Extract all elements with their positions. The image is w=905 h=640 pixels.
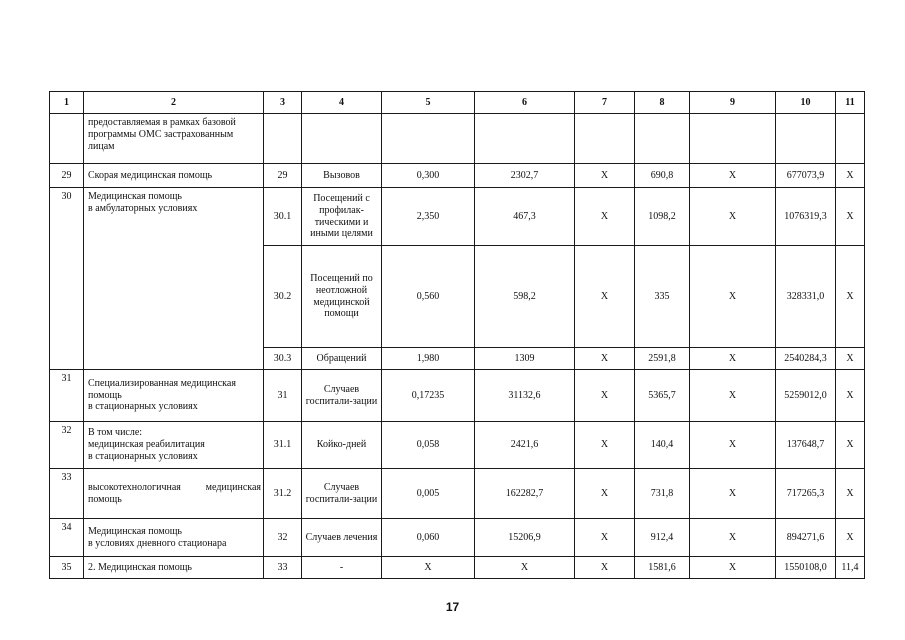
cell-col7: Х xyxy=(575,348,635,370)
row-code: 33 xyxy=(264,557,302,579)
row-unit: Посещений с профилак-тическими и иными целями xyxy=(302,188,382,246)
row-code: 30.1 xyxy=(264,188,302,246)
row-number: 31 xyxy=(50,370,84,422)
cell-col9: Х xyxy=(690,422,776,469)
cell-col11: Х xyxy=(836,370,865,422)
cell-col7: Х xyxy=(575,422,635,469)
row-name-line: в стационарных условиях xyxy=(88,401,198,413)
col-number-11: 11 xyxy=(836,92,865,114)
cell-col5: 0,005 xyxy=(382,469,475,519)
row-code: 31 xyxy=(264,370,302,422)
cell-col9: Х xyxy=(690,557,776,579)
cell-col11: Х xyxy=(836,188,865,246)
row-unit: Вызовов xyxy=(302,164,382,188)
cell-col7: Х xyxy=(575,519,635,557)
col-number-3: 3 xyxy=(264,92,302,114)
cell-col5: 2,350 xyxy=(382,188,475,246)
row-unit: Случаев госпитали-зации xyxy=(302,469,382,519)
row-number: 35 xyxy=(50,557,84,579)
col-number-4: 4 xyxy=(302,92,382,114)
cell-col9: Х xyxy=(690,469,776,519)
cell-col11: Х xyxy=(836,519,865,557)
cell-col5: Х xyxy=(382,557,475,579)
column-number-row xyxy=(50,92,865,114)
col-number-2: 2 xyxy=(84,92,264,114)
row-unit: - xyxy=(302,557,382,579)
row-number: 34 xyxy=(50,519,84,557)
cell-col7: Х xyxy=(575,246,635,348)
cell-col8: 5365,7 xyxy=(635,370,690,422)
cell-col5: 0,060 xyxy=(382,519,475,557)
tariff-table xyxy=(49,91,865,579)
cell-col9: Х xyxy=(690,519,776,557)
col-number-7: 7 xyxy=(575,92,635,114)
row-unit: Случаев лечения xyxy=(302,519,382,557)
cell-col7: Х xyxy=(575,557,635,579)
table-row-29 xyxy=(50,164,865,188)
cell-col10: 137648,7 xyxy=(776,422,836,469)
cell-col6: 2302,7 xyxy=(475,164,575,188)
row-name xyxy=(84,188,264,370)
table-row-continuation xyxy=(50,114,865,164)
cell-col10: 1550108,0 xyxy=(776,557,836,579)
cell-col8: 1581,6 xyxy=(635,557,690,579)
row-unit: Обращений xyxy=(302,348,382,370)
row-name xyxy=(84,422,264,469)
row-name: Скорая медицинская помощь xyxy=(84,164,264,188)
cell-col6: 31132,6 xyxy=(475,370,575,422)
table-row-34 xyxy=(50,519,865,557)
cell-col8: 335 xyxy=(635,246,690,348)
cell-col9: Х xyxy=(690,188,776,246)
continuation-name: предоставляемая в рамках базовой программы ОМС застрахованным лицам xyxy=(84,114,264,164)
row-name-line: в стационарных условиях xyxy=(88,450,198,462)
cell-col5: 1,980 xyxy=(382,348,475,370)
row-unit: Случаев госпитали-зации xyxy=(302,370,382,422)
table-row-33 xyxy=(50,469,865,519)
cell-col6: 15206,9 xyxy=(475,519,575,557)
row-unit: Койко-дней xyxy=(302,422,382,469)
cell-col9: Х xyxy=(690,246,776,348)
row-name-line: медицинская реабилитация xyxy=(88,439,205,451)
cell-col6: 467,3 xyxy=(475,188,575,246)
row-number: 33 xyxy=(50,469,84,519)
col-number-10: 10 xyxy=(776,92,836,114)
cell-col10: 677073,9 xyxy=(776,164,836,188)
col-number-5: 5 xyxy=(382,92,475,114)
col-number-8: 8 xyxy=(635,92,690,114)
cell-col10: 5259012,0 xyxy=(776,370,836,422)
cell-col10: 717265,3 xyxy=(776,469,836,519)
row-code: 32 xyxy=(264,519,302,557)
row-name xyxy=(84,519,264,557)
cell-col6: Х xyxy=(475,557,575,579)
cell-col9: Х xyxy=(690,370,776,422)
cell-col10: 2540284,3 xyxy=(776,348,836,370)
row-name-line: в амбулаторных условиях xyxy=(88,202,198,214)
cell-col5: 0,300 xyxy=(382,164,475,188)
table-row-31 xyxy=(50,370,865,422)
cell-col5: 0,17235 xyxy=(382,370,475,422)
cell-col5: 0,058 xyxy=(382,422,475,469)
cell-col11: Х xyxy=(836,348,865,370)
cell-col7: Х xyxy=(575,370,635,422)
cell-col8: 690,8 xyxy=(635,164,690,188)
row-name-line: Медицинская помощь xyxy=(88,525,182,537)
cell-col7: Х xyxy=(575,164,635,188)
row-name-line: Специализированная медицинская помощь xyxy=(88,377,236,401)
cell-col8: 140,4 xyxy=(635,422,690,469)
row-code: 30.2 xyxy=(264,246,302,348)
row-name-line: В том числе: xyxy=(88,427,143,439)
cell-col9: Х xyxy=(690,164,776,188)
col-number-6: 6 xyxy=(475,92,575,114)
cell-col10: 1076319,3 xyxy=(776,188,836,246)
row-number: 29 xyxy=(50,164,84,188)
row-code: 31.2 xyxy=(264,469,302,519)
cell-col11: Х xyxy=(836,422,865,469)
cell-col11: Х xyxy=(836,164,865,188)
cell-col7: Х xyxy=(575,469,635,519)
col-number-1: 1 xyxy=(50,92,84,114)
cell-col6: 2421,6 xyxy=(475,422,575,469)
row-number: 32 xyxy=(50,422,84,469)
cell-col8: 1098,2 xyxy=(635,188,690,246)
cell-col6: 1309 xyxy=(475,348,575,370)
cell-col8: 2591,8 xyxy=(635,348,690,370)
page-number: 17 xyxy=(445,600,460,614)
row-name xyxy=(84,370,264,422)
row-code: 29 xyxy=(264,164,302,188)
cell-col11: 11,4 xyxy=(836,557,865,579)
row-unit: Посещений по неотложной медицинской помощи xyxy=(302,246,382,348)
col-number-9: 9 xyxy=(690,92,776,114)
row-code: 30.3 xyxy=(264,348,302,370)
row-name: 2. Медицинская помощь xyxy=(84,557,264,579)
cell-col7: Х xyxy=(575,188,635,246)
cell-col10: 894271,6 xyxy=(776,519,836,557)
row-code: 31.1 xyxy=(264,422,302,469)
table-row-30-1 xyxy=(50,188,865,246)
cell-col8: 731,8 xyxy=(635,469,690,519)
cell-col5: 0,560 xyxy=(382,246,475,348)
cell-col9: Х xyxy=(690,348,776,370)
cell-col10: 328331,0 xyxy=(776,246,836,348)
table-row-35 xyxy=(50,557,865,579)
row-number: 30 xyxy=(50,188,84,370)
row-name-line: в условиях дневного стационара xyxy=(88,537,227,549)
row-name-line: Медицинская помощь xyxy=(88,191,182,202)
row-name: высокотехнологичная медицинская помощь xyxy=(84,469,264,519)
table-row-32 xyxy=(50,422,865,469)
cell-col11: Х xyxy=(836,246,865,348)
cell-col8: 912,4 xyxy=(635,519,690,557)
cell-col11: Х xyxy=(836,469,865,519)
cell-col6: 162282,7 xyxy=(475,469,575,519)
cell-col6: 598,2 xyxy=(475,246,575,348)
